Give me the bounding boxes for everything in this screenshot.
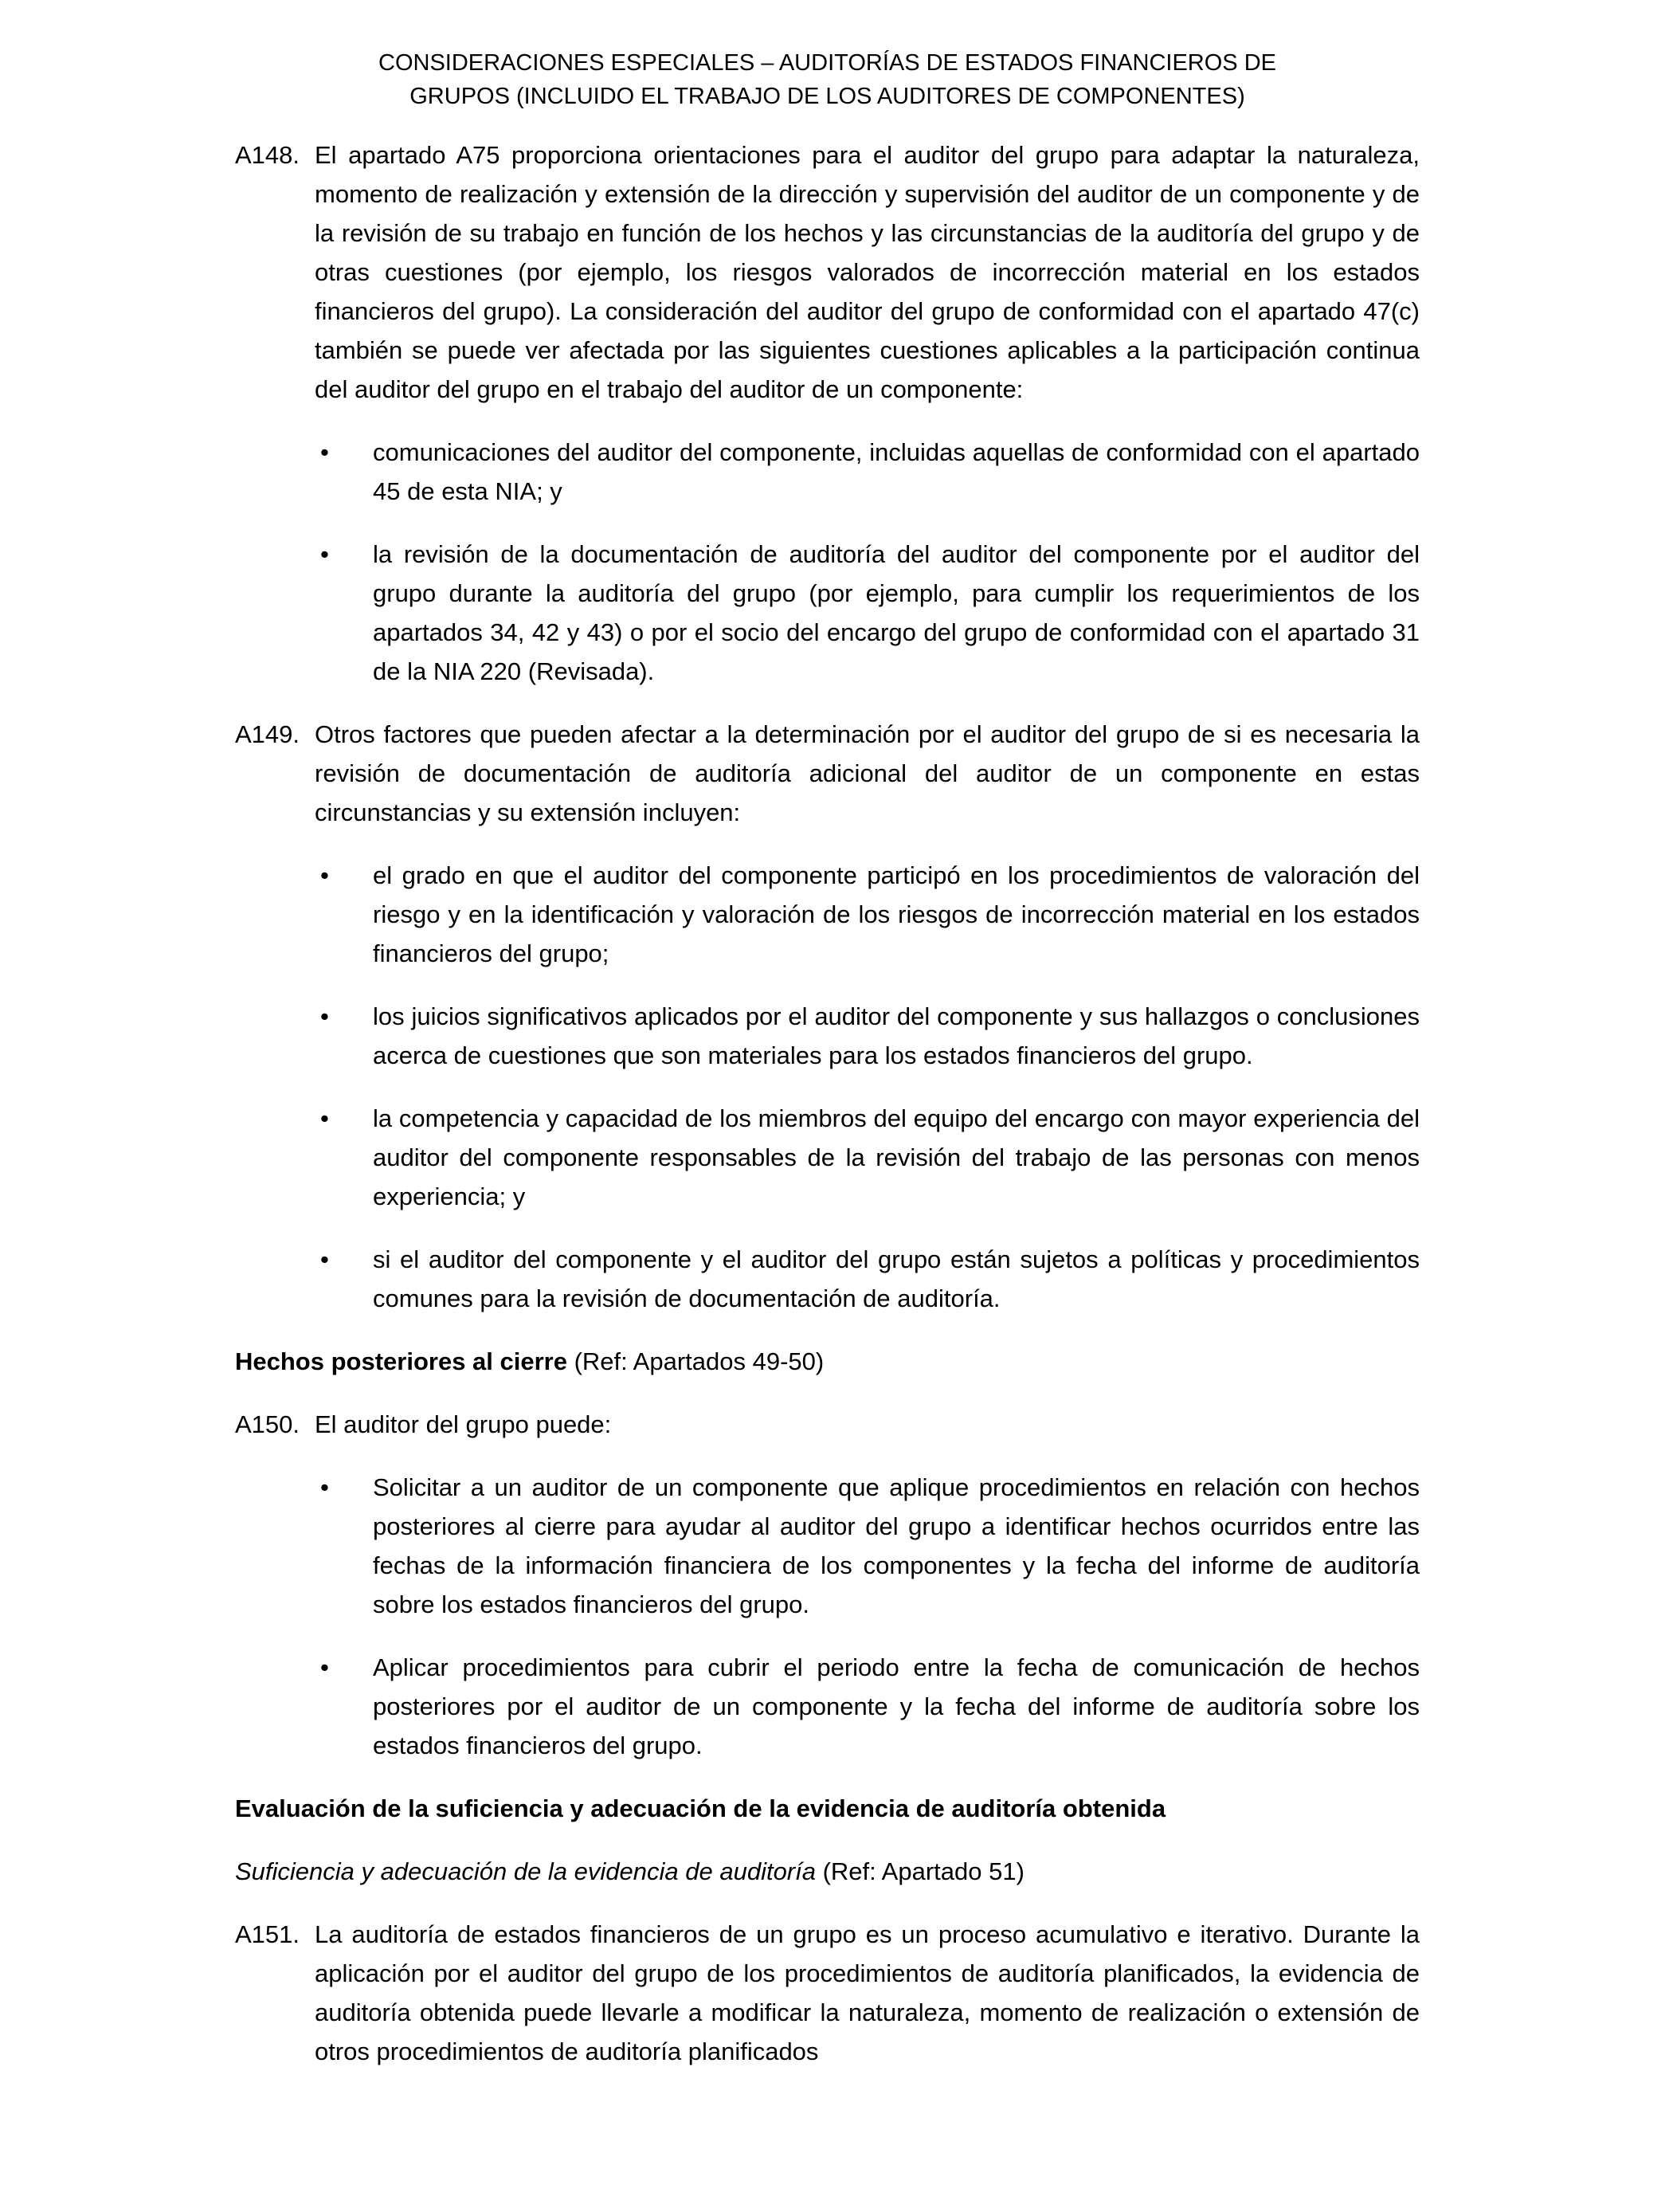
- bullet-text: la competencia y capacidad de los miembros del equipo del encargo con mayor experiencia del auditor del componente responsables de la revisión del trabajo de las personas con menos experiencia; y: [373, 1104, 1420, 1210]
- bullet-item-a149-1: [320, 856, 1420, 973]
- bullet-text: comunicaciones del auditor del componente, incluidas aquellas de conformidad con el apartado 45 de esta NIA; y: [373, 438, 1420, 505]
- paragraph-a151: [235, 1915, 1420, 2071]
- bullet-item-a148-1: [320, 433, 1420, 511]
- heading-suficiencia-ref: (Ref: Apartado 51): [815, 1857, 1025, 1885]
- heading-hechos-posteriores: [235, 1342, 1420, 1381]
- bullet-text: la revisión de la documentación de auditoría del auditor del componente por el auditor del grupo durante la auditoría del grupo (por ejemplo, para cumplir los requerimientos de los apartados 34, 42 y 43) o por el socio del encargo del grupo de conformidad con el apartado 31 de la NIA 220 (Revisada).: [373, 540, 1420, 685]
- paragraph-a149-number: A149.: [235, 720, 300, 748]
- bullet-item-a149-3: [320, 1099, 1420, 1216]
- bullet-icon: •: [320, 1245, 329, 1273]
- header-line-1: CONSIDERACIONES ESPECIALES – AUDITORÍAS DE ESTADOS FINANCIEROS DE: [378, 50, 1276, 76]
- bullet-text: Aplicar procedimientos para cubrir el periodo entre la fecha de comunicación de hechos posteriores por el auditor de un componente y la fecha del informe de auditoría sobre los estados financieros del grupo.: [373, 1653, 1420, 1759]
- bullet-icon: •: [320, 861, 329, 889]
- paragraph-a150: [235, 1405, 1420, 1444]
- bullet-text: los juicios significativos aplicados por el auditor del componente y sus hallazgos o conclusiones acerca de cuestiones que son materiales para los estados financieros del grupo.: [373, 1002, 1420, 1069]
- paragraph-a151-text: La auditoría de estados financieros de un grupo es un proceso acumulativo e iterativo. Durante la aplicación por el auditor del grupo de los procedimientos de auditoría planificados, la evidencia de auditoría obtenida puede llevarle a modificar la naturaleza, momento de realización o extensión de otros procedimientos de auditoría planificados: [315, 1920, 1420, 2065]
- heading-suficiencia-italic: Suficiencia y adecuación de la evidencia de auditoría: [235, 1857, 816, 1885]
- paragraph-a149-text: Otros factores que pueden afectar a la determinación por el auditor del grupo de si es necesaria la revisión de documentación de auditoría adicional del auditor de un componente en estas circunstancias y su extensión incluyen:: [315, 720, 1420, 826]
- bullet-icon: •: [320, 1653, 329, 1681]
- paragraph-a149: [235, 715, 1420, 832]
- paragraph-a150-text: El auditor del grupo puede:: [315, 1410, 612, 1438]
- bullet-text: Solicitar a un auditor de un componente que aplique procedimientos en relación con hechos posteriores al cierre para ayudar al auditor del grupo a identificar hechos ocurridos entre las fechas de la información financiera de los componentes y la fecha del informe de auditoría sobre los estados financieros del grupo.: [373, 1473, 1420, 1618]
- paragraph-a150-number: A150.: [235, 1410, 300, 1438]
- bullet-item-a149-2: [320, 997, 1420, 1075]
- bullet-item-a149-4: [320, 1240, 1420, 1318]
- bullet-icon: •: [320, 1104, 329, 1132]
- bullet-icon: •: [320, 1002, 329, 1030]
- bullet-text: si el auditor del componente y el auditor del grupo están sujetos a políticas y procedimientos comunes para la revisión de documentación de auditoría.: [373, 1245, 1420, 1312]
- bullet-text: el grado en que el auditor del componente participó en los procedimientos de valoración del riesgo y en la identificación y valoración de los riesgos de incorrección material en los estados financieros del grupo;: [373, 861, 1420, 967]
- paragraph-a148-number: A148.: [235, 141, 300, 169]
- header-line-2: GRUPOS (INCLUIDO EL TRABAJO DE LOS AUDITORES DE COMPONENTES): [409, 84, 1245, 109]
- paragraph-a148-text: El apartado A75 proporciona orientaciones para el auditor del grupo para adaptar la naturaleza, momento de realización y extensión de la dirección y supervisión del auditor de un componente y de la revisión de su trabajo en función de los hechos y las circunstancias de la auditoría del grupo y de otras cuestiones (por ejemplo, los riesgos valorados de incorrección material en los estados financieros del grupo). La consideración del auditor del grupo de conformidad con el apartado 47(c) también se puede ver afectada por las siguientes cuestiones aplicables a la participación continua del auditor del grupo en el trabajo del auditor de un componente:: [315, 141, 1420, 403]
- bullet-icon: •: [320, 540, 329, 568]
- heading-suficiencia: [235, 1852, 1420, 1891]
- heading-hechos-bold: Hechos posteriores al cierre: [235, 1347, 567, 1375]
- paragraph-a151-number: A151.: [235, 1920, 300, 1948]
- bullet-item-a148-2: [320, 535, 1420, 691]
- bullet-item-a150-1: [320, 1468, 1420, 1624]
- heading-evaluacion: Evaluación de la suficiencia y adecuación de la evidencia de auditoría obtenida: [235, 1794, 1166, 1822]
- bullet-icon: •: [320, 1473, 329, 1501]
- bullet-icon: •: [320, 438, 329, 466]
- heading-hechos-ref: (Ref: Apartados 49-50): [566, 1347, 825, 1375]
- bullet-item-a150-2: [320, 1648, 1420, 1765]
- document-header: [235, 46, 1420, 113]
- paragraph-a148: [235, 135, 1420, 409]
